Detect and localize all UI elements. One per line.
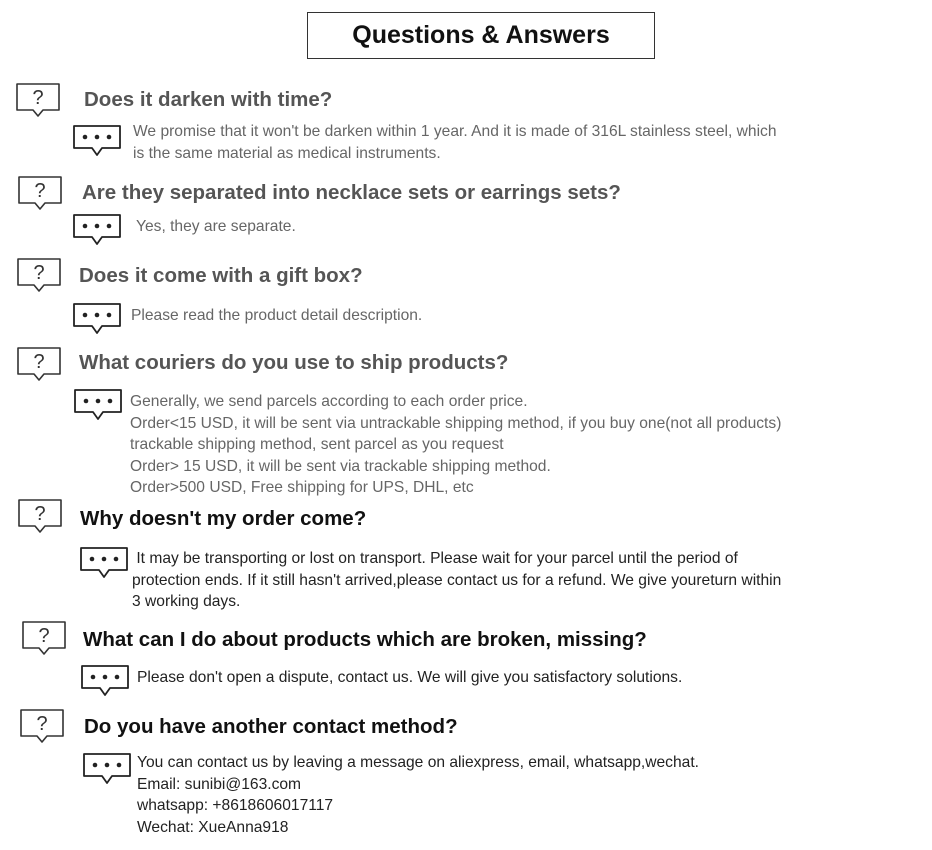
faq-question: Do you have another contact method? — [84, 715, 458, 738]
answer-line: Wechat: XueAnna918 — [137, 818, 289, 836]
answer-line: It may be transporting or lost on transport. Please wait for your parcel until the period of — [132, 550, 738, 567]
answer-line: We promise that it won't be darken within 1 year. And it is made of 316L stainless steel, which — [133, 123, 777, 140]
answer-line: Yes, they are separate. — [136, 218, 296, 235]
faq-question: Does it darken with time? — [84, 88, 333, 111]
faq-answer — [137, 752, 699, 838]
question-bubble-icon — [21, 620, 67, 656]
faq-question: Why doesn't my order come? — [80, 507, 367, 530]
faq-question: Does it come with a gift box? — [79, 264, 363, 287]
chat-bubble-icon — [80, 664, 130, 698]
answer-line: Order>500 USD, Free shipping for UPS, DHL, etc — [130, 479, 474, 496]
faq-answer — [131, 305, 422, 327]
faq-answer — [133, 121, 777, 164]
page-title: Questions & Answers — [352, 21, 610, 49]
answer-line: Please read the product detail description. — [131, 307, 423, 324]
chat-bubble-icon — [72, 124, 122, 158]
chat-bubble-icon — [79, 546, 129, 580]
answer-line: You can contact us by leaving a message on aliexpress, email, whatsapp,wechat. — [137, 754, 699, 771]
question-bubble-icon — [17, 498, 63, 534]
answer-line: 3 working days. — [132, 593, 241, 610]
faq-answer — [136, 216, 296, 238]
answer-line: Email: sunibi@163.com — [137, 775, 302, 793]
question-bubble-icon — [16, 346, 62, 382]
question-bubble-icon — [19, 708, 65, 744]
answer-line: is the same material as medical instruments. — [133, 144, 441, 162]
faq-question: What couriers do you use to ship products? — [79, 351, 509, 374]
faq-question: Are they separated into necklace sets or earrings sets? — [82, 181, 621, 204]
faq-answer — [130, 391, 781, 499]
answer-line: Please don't open a dispute, contact us. We will give you satisfactory solutions. — [137, 669, 683, 686]
chat-bubble-icon — [72, 213, 122, 247]
answer-line: trackable shipping method, sent parcel as you request — [130, 436, 504, 453]
question-bubble-icon — [15, 82, 61, 118]
answer-line: Order<15 USD, it will be sent via untrackable shipping method, if you buy one(not all products) — [130, 414, 782, 432]
answer-line: whatsapp: +8618606017117 — [137, 797, 334, 814]
question-bubble-icon — [16, 257, 62, 293]
faq-answer — [132, 548, 781, 613]
chat-bubble-icon — [73, 388, 123, 422]
chat-bubble-icon — [82, 752, 132, 786]
question-bubble-icon — [17, 175, 63, 211]
answer-line: protection ends. If it still hasn't arrived,please contact us for a refund. We give youreturn within — [132, 571, 782, 589]
chat-bubble-icon — [72, 302, 122, 336]
page-title-box — [307, 12, 655, 59]
faq-question: What can I do about products which are broken, missing? — [83, 628, 647, 651]
answer-line: Generally, we send parcels according to each order price. — [130, 393, 528, 410]
faq-answer — [137, 667, 682, 689]
answer-line: Order> 15 USD, it will be sent via trackable shipping method. — [130, 457, 551, 475]
